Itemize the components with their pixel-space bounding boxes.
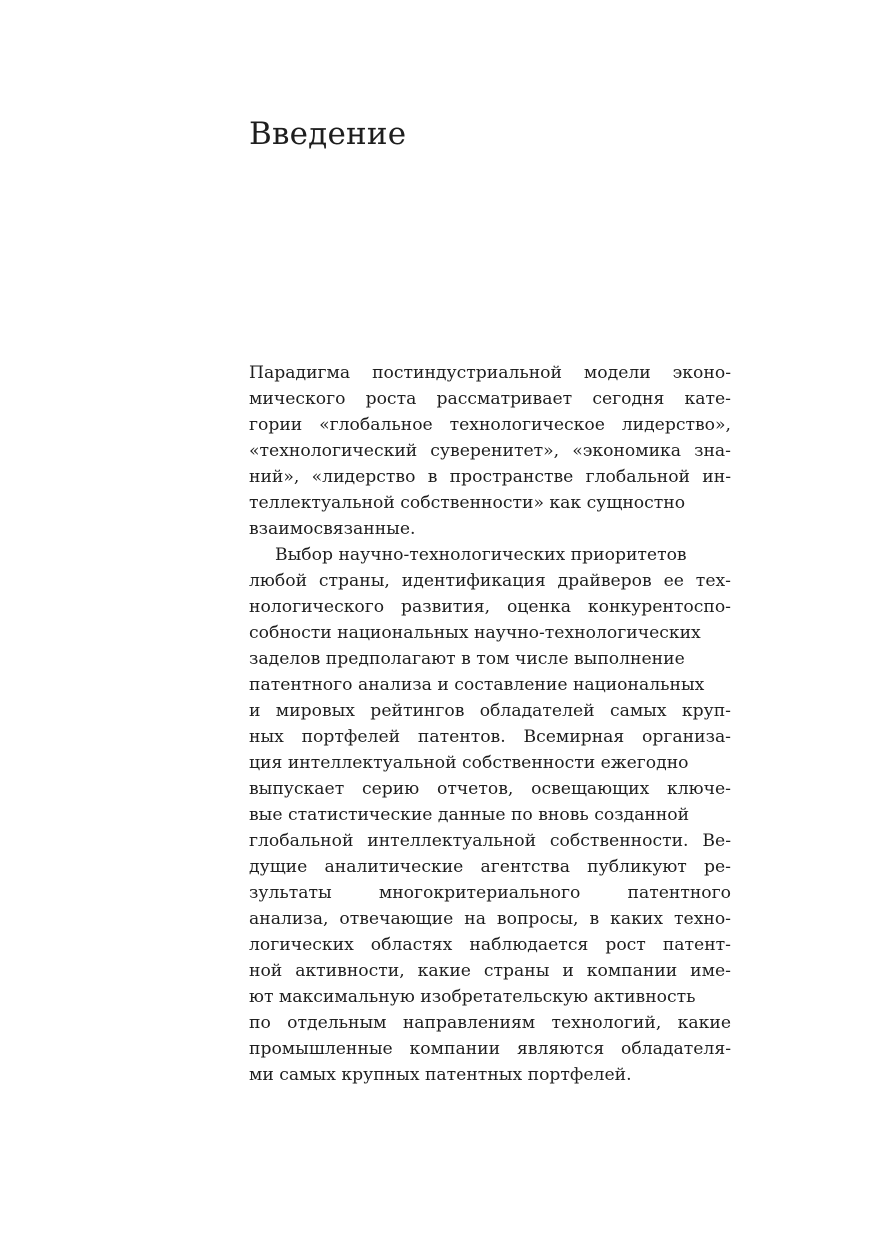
text-line: «технологический суверенитет», «экономика зна- [249,441,731,461]
text-line: любой страны, идентификация драйверов ее тех- [249,571,731,591]
text-line: ми самых крупных патентных портфелей. [249,1065,632,1085]
text-line: ных портфелей патентов. Всемирная организа- [249,727,731,747]
text-line: логических областях наблюдается рост патент- [249,935,731,955]
text-line: ют максимальную изобретательскую активность [249,987,696,1007]
text-line: зультаты многокритериального патентного [249,883,731,903]
text-line: мического роста рассматривает сегодня кате- [249,389,731,409]
text-line: собности национальных научно-технологических [249,623,701,643]
text-line: нологического развития, оценка конкурентоспо- [249,597,731,617]
text-line: Выбор научно-технологических приоритетов [275,545,687,565]
text-line: анализа, отвечающие на вопросы, в каких техно- [249,909,731,929]
text-line: гории «глобальное технологическое лидерство», [249,415,731,435]
text-line: патентного анализа и составление национальных [249,675,705,695]
body-text [249,360,731,1088]
chapter-title: Введение [249,116,407,152]
text-line: Парадигма постиндустриальной модели эконо- [249,363,731,383]
text-line: по отдельным направлениям технологий, какие [249,1013,731,1033]
text-line: и мировых рейтингов обладателей самых круп- [249,701,731,721]
text-line: ной активности, какие страны и компании име- [249,961,731,981]
text-line: глобальной интеллектуальной собственности. Ве- [249,831,731,851]
text-line: вые статистические данные по вновь созданной [249,805,690,825]
text-line: ний», «лидерство в пространстве глобальной ин- [249,467,731,487]
text-line: дущие аналитические агентства публикуют ре- [249,857,731,877]
text-line: промышленные компании являются обладателя- [249,1039,731,1059]
text-line: заделов предполагают в том числе выполнение [249,649,685,669]
text-line: ция интеллектуальной собственности ежегодно [249,753,689,773]
text-line: взаимосвязанные. [249,519,416,539]
paragraph-2 [249,542,731,1088]
text-line: теллектуальной собственности» как сущностно [249,493,686,513]
text-line: выпускает серию отчетов, освещающих ключе- [249,779,731,799]
paragraph-1 [249,360,731,542]
